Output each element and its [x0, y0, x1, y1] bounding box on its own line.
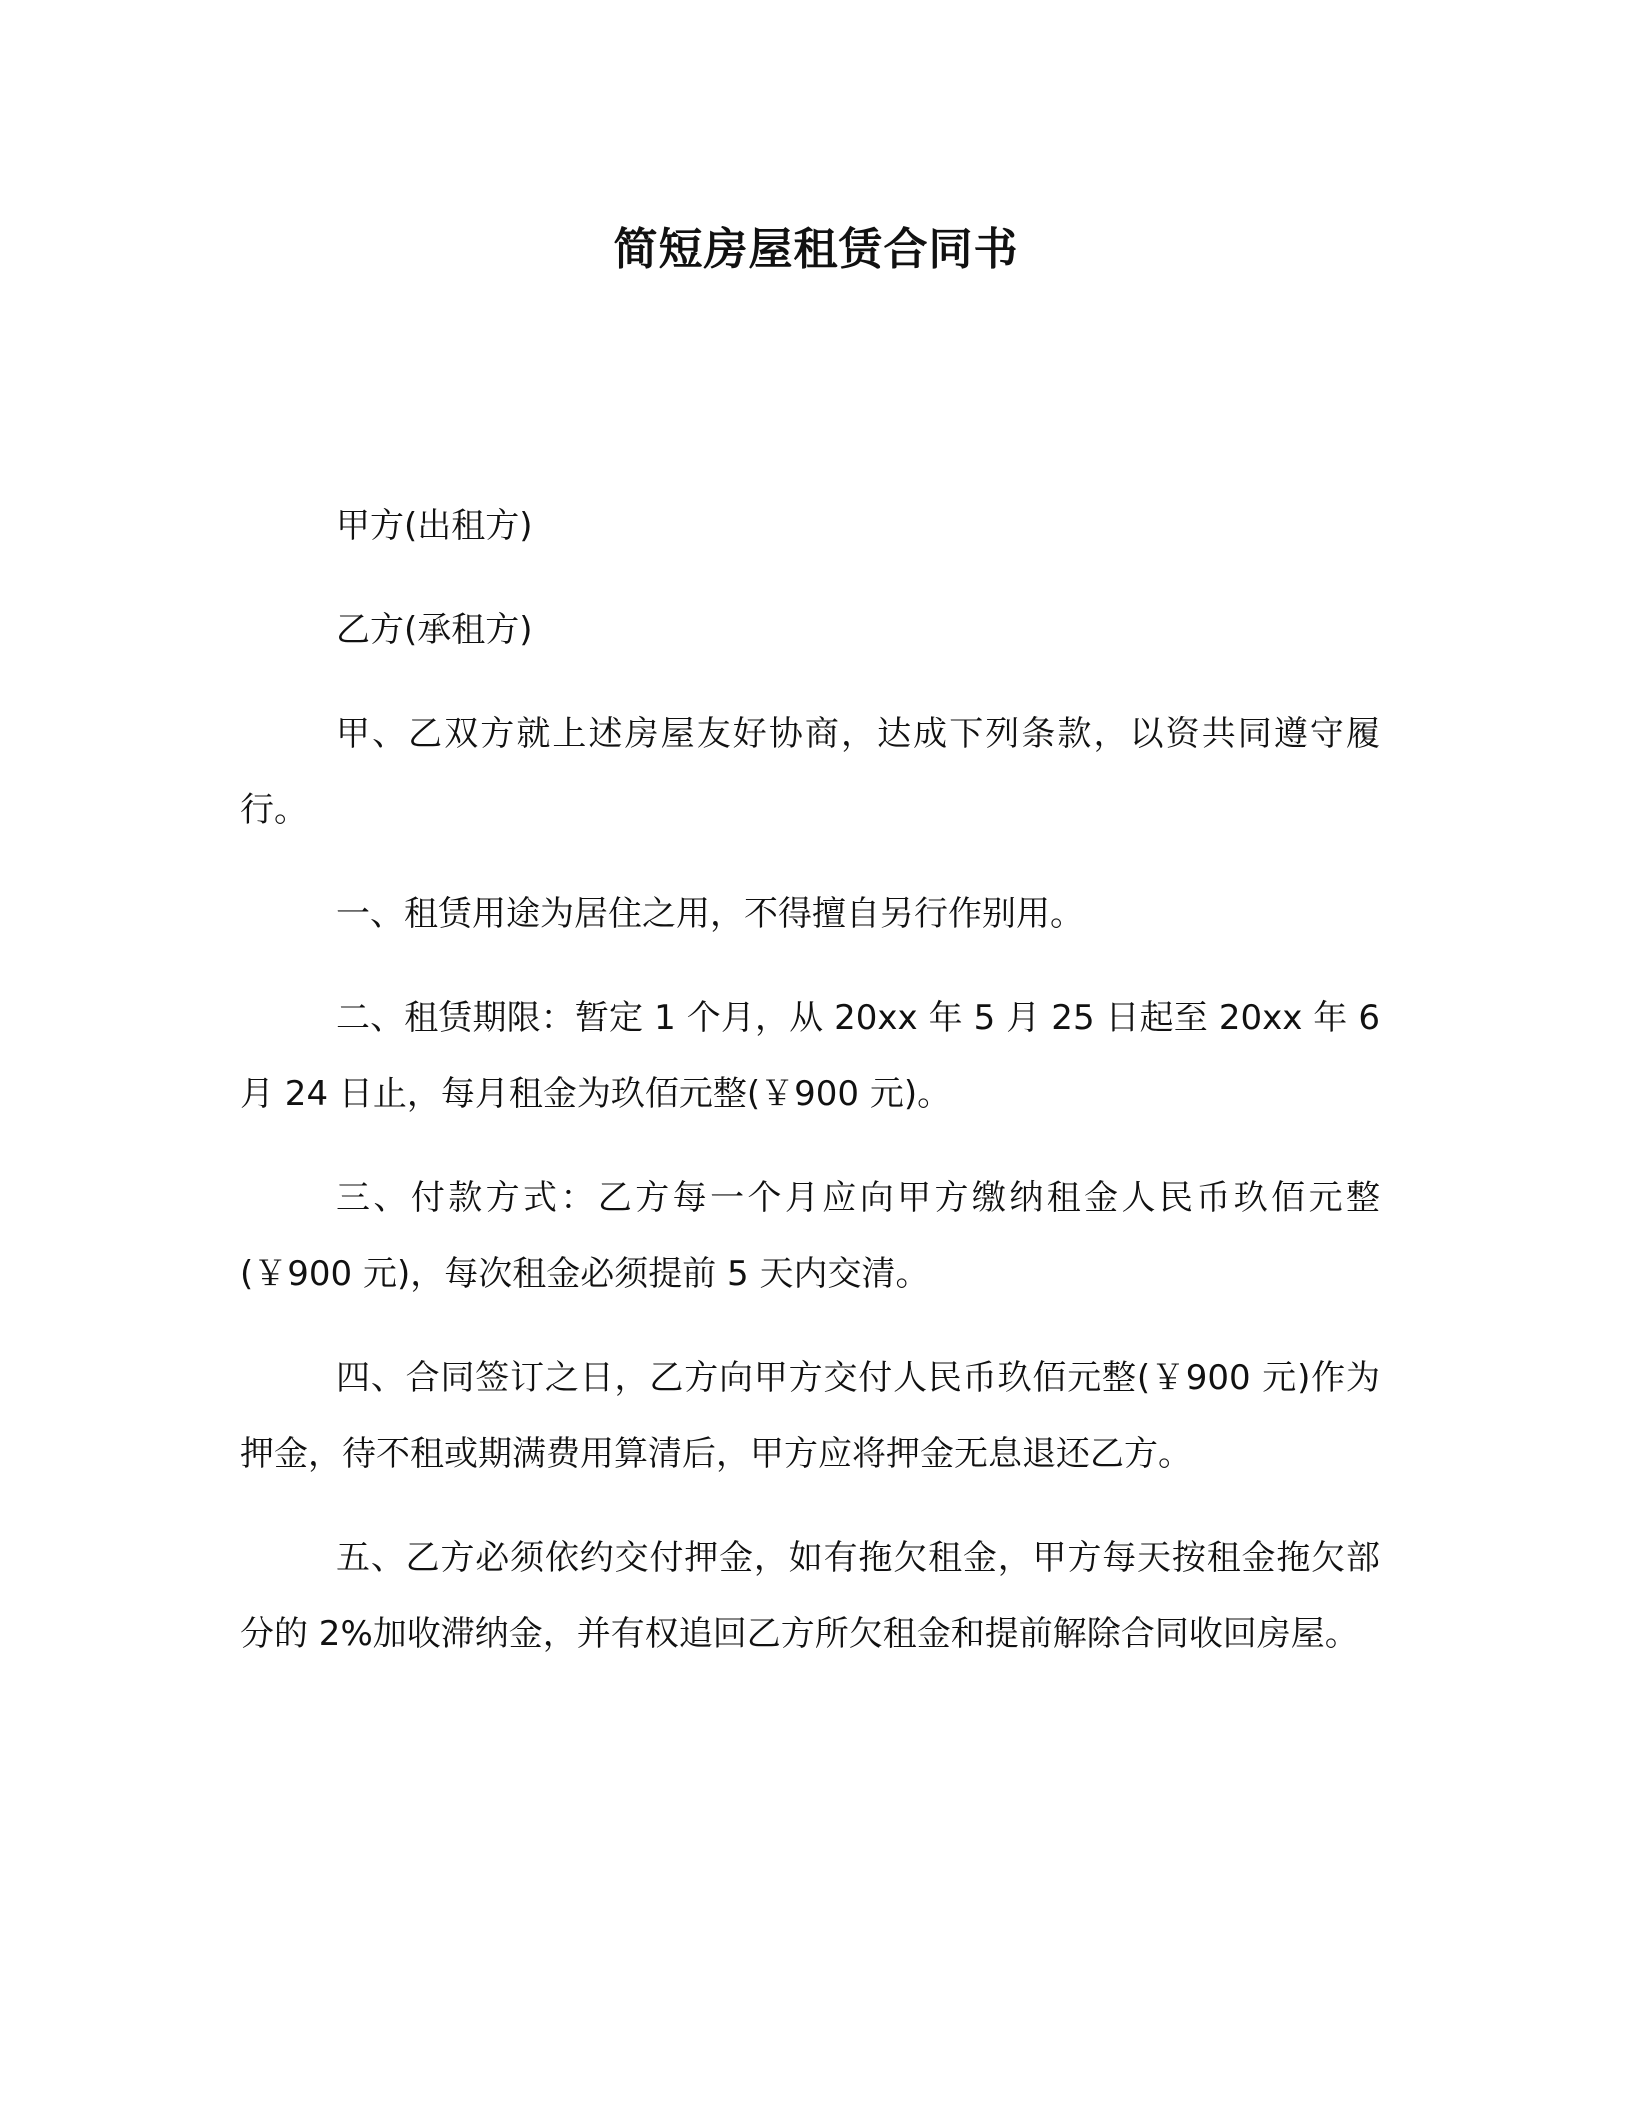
- party-b-line: 乙方(承租方): [336, 610, 533, 650]
- party-a-line: 甲方(出租方): [336, 506, 533, 546]
- document-title: 简短房屋租赁合同书: [613, 224, 1019, 275]
- intro-paragraph: 甲、乙双方就上述房屋友好协商，达成下列条款，以资共同遵守履行。: [240, 714, 1380, 830]
- clause-1-paragraph: 一、租赁用途为居住之用，不得擅自另行作别用。: [336, 894, 1084, 934]
- clause-3-paragraph: 三、付款方式：乙方每一个月应向甲方缴纳租金人民币玖佰元整(￥900 元)，每次租金必须提前 5 天内交清。: [240, 1178, 1380, 1294]
- clause-4-paragraph: 四、合同签订之日，乙方向甲方交付人民币玖佰元整(￥900 元)作为押金，待不租或期满费用算清后，甲方应将押金无息退还乙方。: [240, 1358, 1380, 1474]
- clause-5-paragraph: 五、乙方必须依约交付押金，如有拖欠租金，甲方每天按租金拖欠部分的 2%加收滞纳金，并有权追回乙方所欠租金和提前解除合同收回房屋。: [240, 1538, 1380, 1654]
- clause-2-paragraph: 二、租赁期限：暂定 1 个月，从 20xx 年 5 月 25 日起至 20xx 年 6 月 24 日止，每月租金为玖佰元整(￥900 元)。: [240, 998, 1380, 1114]
- document-body: [240, 488, 1380, 1700]
